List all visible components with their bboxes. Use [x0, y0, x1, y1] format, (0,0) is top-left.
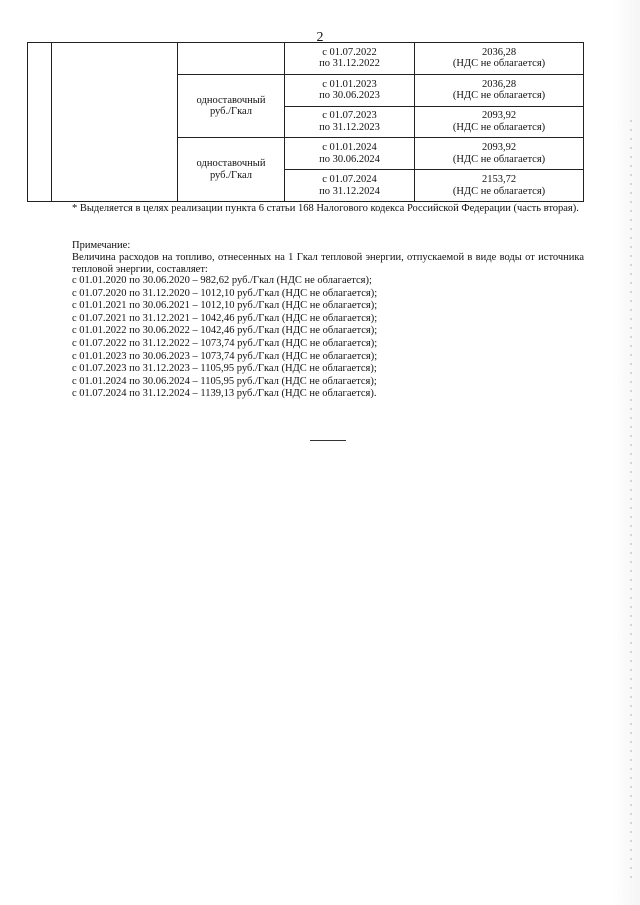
tariff-table	[27, 42, 583, 201]
list-item: с 01.01.2024 по 30.06.2024 – 1105,95 руб./Гкал (НДС не облагается);	[72, 375, 377, 387]
period-cell	[285, 170, 415, 202]
vat-note: (НДС не облагается)	[452, 90, 546, 102]
list-item: с 01.07.2021 по 31.12.2021 – 1042,46 руб./Гкал (НДС не облагается);	[72, 312, 378, 324]
empty-cell	[178, 43, 285, 75]
value-cell	[415, 170, 584, 202]
list-item: с 01.07.2024 по 31.12.2024 – 1139,13 руб./Гкал (НДС не облагается).	[72, 388, 377, 400]
period-from: с 01.01.2023	[322, 78, 377, 90]
rate-type-cell	[178, 138, 285, 202]
period-to: по 31.12.2023	[319, 121, 380, 133]
table-row	[28, 43, 584, 75]
empty-cell	[28, 43, 52, 202]
scan-edge-shadow	[612, 0, 640, 905]
period-cell	[285, 138, 415, 170]
rate-unit: руб./Гкал	[209, 169, 253, 181]
vat-note: (НДС не облагается)	[452, 121, 546, 133]
tariff-value: 2093,92	[481, 110, 517, 122]
period-from: с 01.07.2024	[322, 174, 377, 186]
tariff-value: 2036,28	[481, 78, 517, 90]
list-item: с 01.01.2021 по 30.06.2021 – 1012,10 руб./Гкал (НДС не облагается);	[72, 300, 378, 312]
list-item: с 01.07.2022 по 31.12.2022 – 1073,74 руб./Гкал (НДС не облагается);	[72, 337, 378, 349]
value-cell	[415, 74, 584, 106]
rate-type: одноставочный	[196, 94, 266, 106]
period-from: с 01.07.2023	[322, 110, 377, 122]
value-cell	[415, 43, 584, 75]
period-to: по 31.12.2022	[319, 58, 380, 70]
vat-note: (НДС не облагается)	[452, 58, 546, 70]
period-cell	[285, 106, 415, 138]
rate-type: одноставочный	[196, 158, 266, 170]
rate-type-cell	[178, 74, 285, 138]
tariff-value: 2093,92	[481, 142, 517, 154]
end-divider	[310, 440, 346, 441]
list-item: с 01.01.2020 по 30.06.2020 – 982,62 руб./Гкал (НДС не облагается);	[72, 275, 372, 286]
rate-unit: руб./Гкал	[209, 106, 253, 118]
period-to: по 31.12.2024	[319, 185, 380, 197]
list-item: с 01.01.2023 по 30.06.2023 – 1073,74 руб./Гкал (НДС не облагается);	[72, 350, 378, 362]
period-to: по 30.06.2023	[319, 90, 380, 102]
note-body: Величина расходов на топливо, отнесенных на 1 Гкал тепловой энергии, отпускаемой в виде воды от источника тепловой энергии, составляет:	[72, 252, 584, 275]
vat-note: (НДС не облагается)	[452, 153, 546, 165]
vat-note: (НДС не облагается)	[452, 185, 546, 197]
tariff-value: 2036,28	[481, 46, 517, 58]
period-from: с 01.07.2022	[322, 46, 377, 58]
value-cell	[415, 106, 584, 138]
fuel-cost-list	[72, 275, 377, 401]
list-item: с 01.07.2023 по 31.12.2023 – 1105,95 руб./Гкал (НДС не облагается);	[72, 363, 377, 375]
page-number: 2	[316, 30, 324, 45]
footnote: * Выделяется в целях реализации пункта 6 статьи 168 Налогового кодекса Российской Федерации (часть вторая).	[72, 203, 579, 214]
tariff-value: 2153,72	[481, 174, 517, 186]
value-cell	[415, 138, 584, 170]
list-item: с 01.01.2022 по 30.06.2022 – 1042,46 руб./Гкал (НДС не облагается);	[72, 325, 378, 337]
period-cell	[285, 43, 415, 75]
list-item: с 01.07.2020 по 31.12.2020 – 1012,10 руб./Гкал (НДС не облагается);	[72, 287, 378, 299]
scan-edge-noise	[630, 120, 632, 880]
note-title: Примечание:	[72, 240, 131, 251]
period-to: по 30.06.2024	[319, 153, 380, 165]
empty-cell	[52, 43, 178, 202]
period-cell	[285, 74, 415, 106]
period-from: с 01.01.2024	[322, 142, 377, 154]
